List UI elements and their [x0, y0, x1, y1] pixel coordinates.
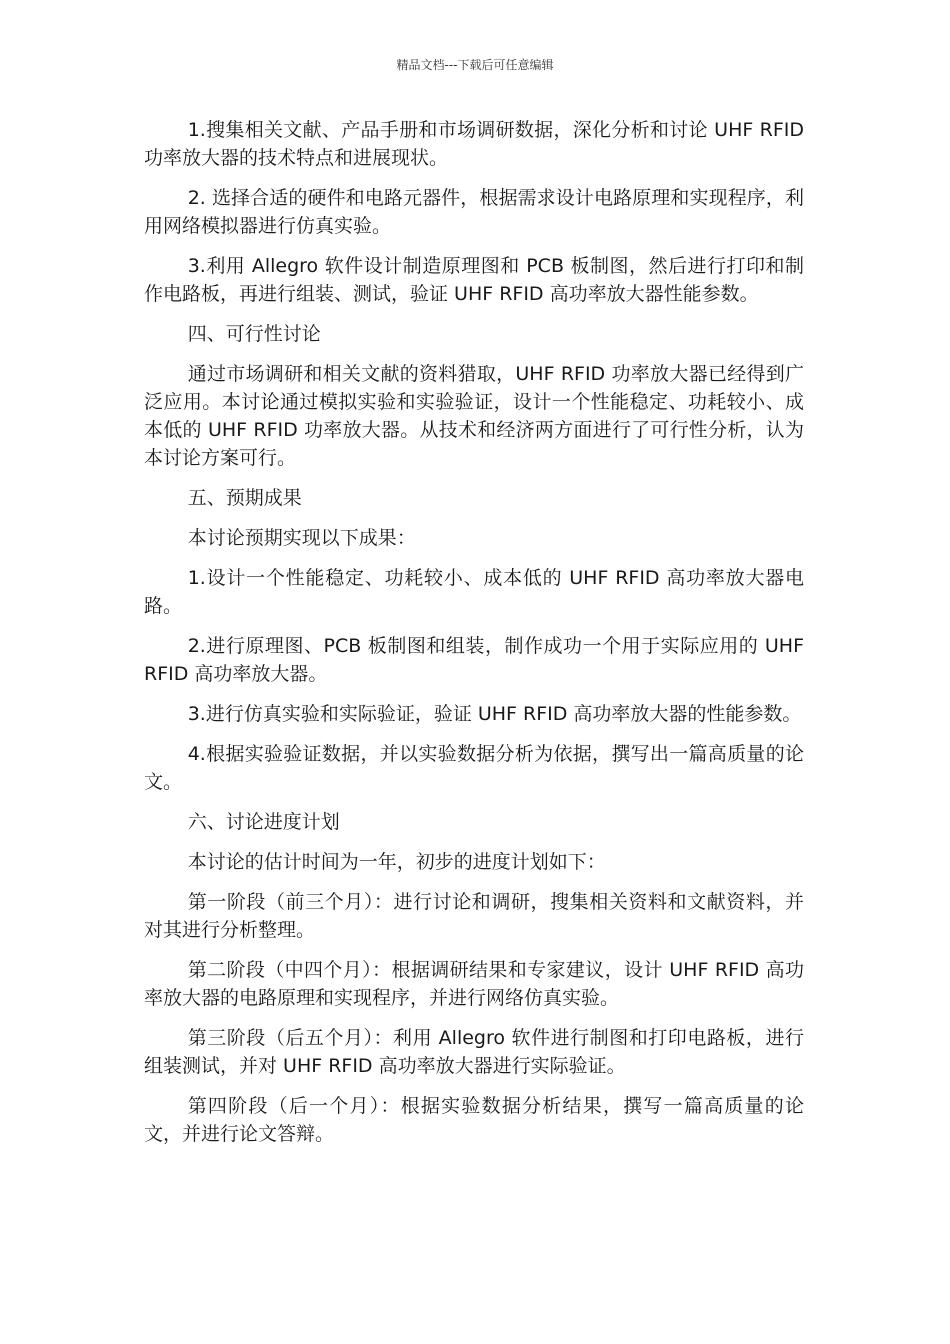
paragraph-phase-1: 第一阶段（前三个月）：进行讨论和调研，搜集相关资料和文献资料，并对其进行分析整理。: [144, 891, 804, 941]
document-body: [144, 116, 804, 1160]
section-heading-feasibility: 四、可行性讨论: [187, 323, 321, 345]
paragraph-phase-2: 第二阶段（中四个月）：根据调研结果和专家建议，设计 UHF RFID 高功率放大器的电路原理和实现程序，并进行网络仿真实验。: [144, 959, 804, 1009]
paragraph-result-4: 4.根据实验验证数据，并以实验数据分析为依据，撰写出一篇高质量的论文。: [144, 743, 804, 793]
paragraph-method-3: 3.利用 Allegro 软件设计制造原理图和 PCB 板制图，然后进行打印和制作电路板，再进行组装、测试，验证 UHF RFID 高功率放大器性能参数。: [144, 255, 804, 305]
paragraph-result-1: 1.设计一个性能稳定、功耗较小、成本低的 UHF RFID 高功率放大器电路。: [144, 567, 804, 617]
paragraph-method-1: 1.搜集相关文献、产品手册和市场调研数据，深化分析和讨论 UHF RFID 功率放大器的技术特点和进展现状。: [144, 119, 804, 169]
paragraph-feasibility: 通过市场调研和相关文献的资料猎取，UHF RFID 功率放大器已经得到广泛应用。本讨论通过模拟实验和实验验证，设计一个性能稳定、功耗较小、成本低的 UHF RFID 功率放大器。从技术和经济两方面进行了可行性分析，认为本讨论方案可行。: [144, 363, 804, 469]
paragraph-phase-3: 第三阶段（后五个月）：利用 Allegro 软件进行制图和打印电路板，进行组装测试，并对 UHF RFID 高功率放大器进行实际验证。: [144, 1027, 804, 1077]
paragraph-results-intro: 本讨论预期实现以下成果：: [187, 527, 416, 549]
page-header: 精品文档---下载后可任意编辑: [396, 58, 554, 72]
paragraph-phase-4: 第四阶段（后一个月）：根据实验数据分析结果，撰写一篇高质量的论文，并进行论文答辩。: [144, 1095, 804, 1145]
paragraph-method-2: 2. 选择合适的硬件和电路元器件，根据需求设计电路原理和实现程序，利用网络模拟器进行仿真实验。: [144, 187, 804, 237]
paragraph-schedule-intro: 本讨论的估计时间为一年，初步的进度计划如下：: [187, 851, 606, 873]
paragraph-result-2: 2.进行原理图、PCB 板制图和组装，制作成功一个用于实际应用的 UHF RFID 高功率放大器。: [144, 635, 804, 685]
section-heading-expected-results: 五、预期成果: [187, 487, 302, 509]
paragraph-result-3: 3.进行仿真实验和实际验证，验证 UHF RFID 高功率放大器的性能参数。: [187, 703, 802, 725]
section-heading-schedule: 六、讨论进度计划: [187, 811, 340, 833]
